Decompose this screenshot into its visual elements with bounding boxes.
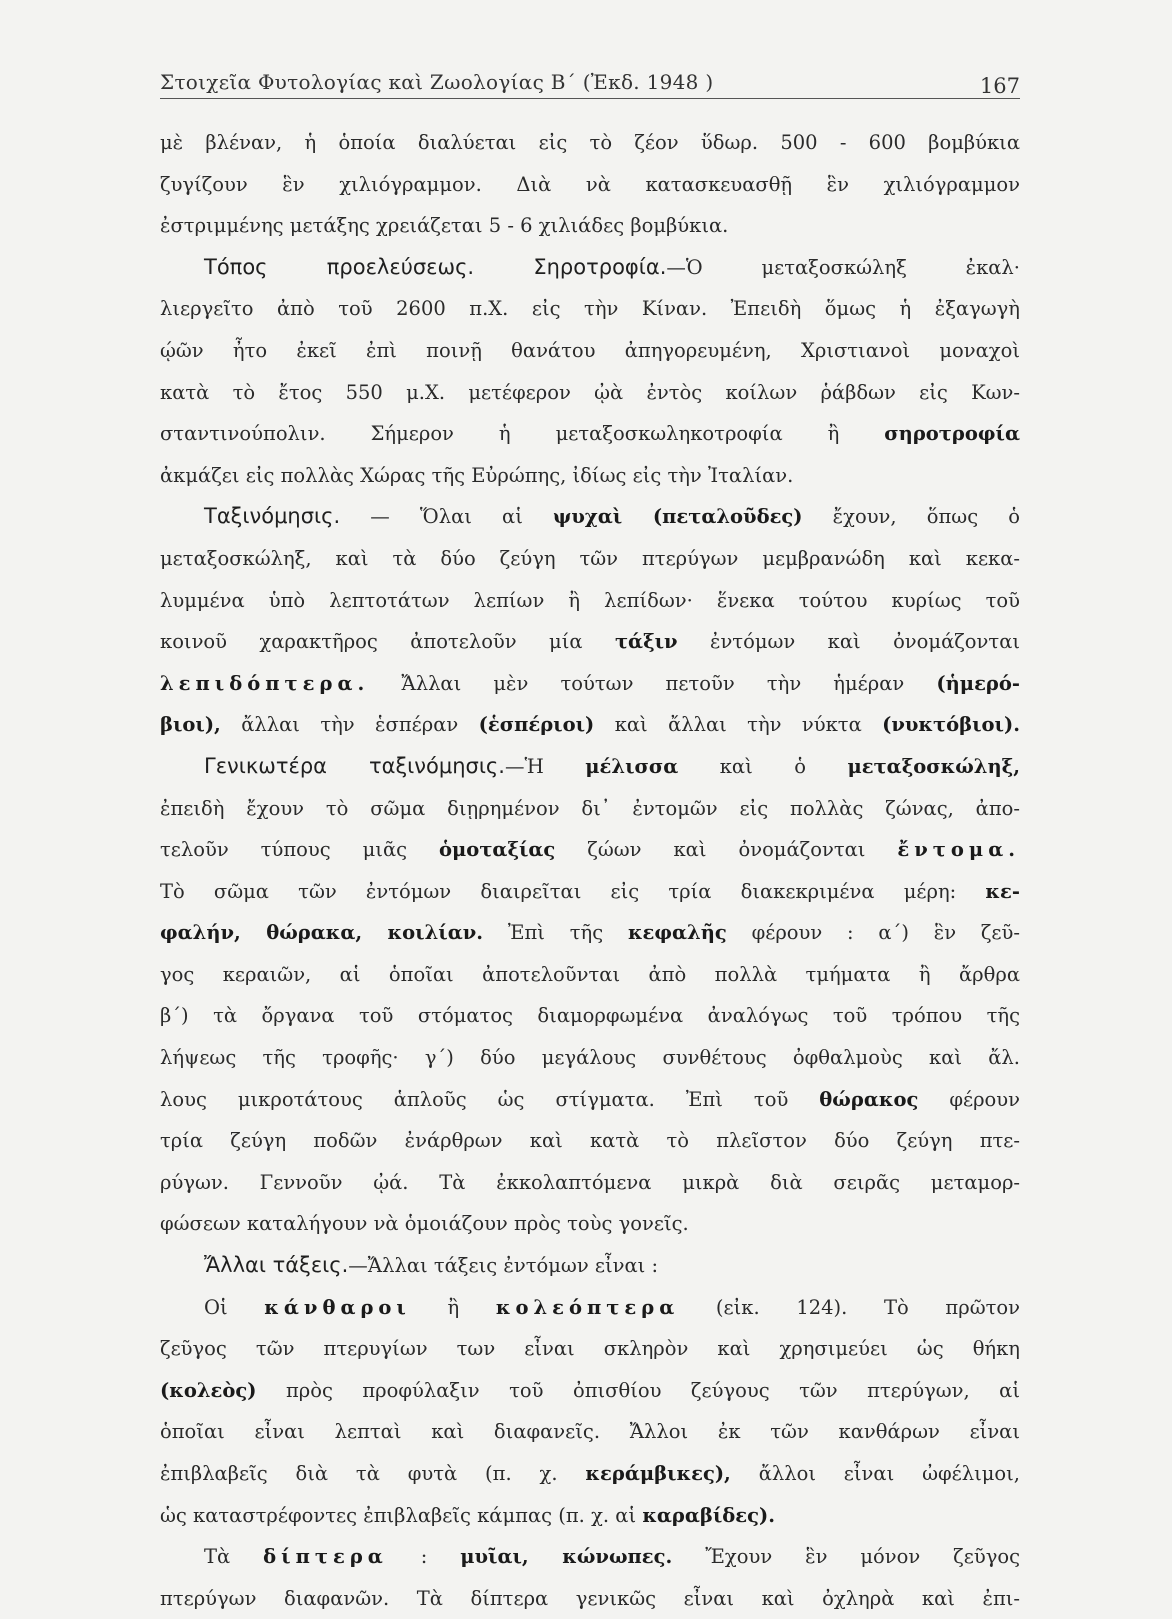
text-line — [160, 1495, 1020, 1537]
text-line — [160, 164, 1020, 206]
text-line — [160, 1453, 1020, 1495]
text-run: Ἐπὶ τῆς — [483, 921, 628, 945]
emphasized-text: κεφαλῆς — [627, 921, 727, 945]
text-run: : — [387, 1545, 461, 1569]
page-header — [160, 66, 1020, 100]
emphasized-text: μέλισσα — [585, 754, 679, 778]
emphasized-text: (ἡμερό- — [936, 671, 1020, 695]
page-body — [160, 122, 1020, 1619]
text-line — [160, 1536, 1020, 1578]
text-run: μεταξοσκώληξ, καὶ τὰ δύο ζεύγη τῶν πτερύγων μεμβρανώδη καὶ κεκα- — [160, 546, 1020, 570]
text-run: μὲ βλέναν, ἡ ὁποία διαλύεται εἰς τὸ ζέον ὕδωρ. 500 - 600 βομβύκια — [160, 131, 1020, 154]
text-line — [160, 1578, 1020, 1619]
emphasized-text: λεπιδόπτερα. — [160, 671, 370, 695]
emphasized-text: ἔντομα. — [897, 838, 1020, 862]
text-line — [160, 455, 1020, 497]
text-line — [160, 580, 1020, 622]
text-run: ἐπιβλαβεῖς διὰ τὰ φυτὰ (π. χ. — [160, 1462, 586, 1485]
text-run: καὶ ἄλλαι τὴν νύκτα — [594, 713, 883, 737]
text-run: λυμμένα ὑπὸ λεπτοτάτων λεπίων ἢ λεπίδων· ἕνεκα τούτου κυρίως τοῦ — [160, 588, 1020, 612]
section-heading: Ταξινόμησις. — [204, 504, 341, 529]
text-run: ἄλλαι τὴν ἑσπέραν — [220, 713, 479, 737]
text-line — [160, 1411, 1020, 1453]
emphasized-text: καραβίδες). — [642, 1503, 776, 1527]
running-title: Στοιχεῖα Φυτολογίας καὶ Ζωολογίας Β΄ (Ἐκδ. 1948 ) — [160, 70, 714, 94]
text-line — [160, 912, 1020, 954]
section-heading: Γενικωτέρα ταξινόμησις. — [204, 753, 505, 778]
text-run: σταντινούπολιν. Σήμερον ἡ μεταξοσκωληκοτροφία ἢ — [160, 422, 885, 446]
text-run: Τὰ — [204, 1545, 264, 1569]
emphasized-text: κεράμβικες), — [585, 1462, 731, 1485]
text-run: ἐντόμων καὶ ὀνομάζονται — [677, 630, 1020, 654]
text-run: Ἄλλαι μὲν τούτων πετοῦν τὴν ἡμέραν — [369, 671, 937, 695]
text-line — [160, 372, 1020, 414]
text-run: — Ὅλαι αἱ — [340, 505, 553, 529]
text-line — [160, 1245, 1020, 1287]
text-line — [160, 330, 1020, 372]
text-run: φέρουν : α΄) ἓν ζεῦ- — [726, 921, 1020, 945]
emphasized-text: μυῖαι, κώνωπες. — [460, 1545, 673, 1569]
text-run: τρία ζεύγη ποδῶν ἐνάρθρων καὶ κατὰ τὸ πλεῖστον δύο ζεύγη πτε- — [160, 1129, 1020, 1153]
text-line — [160, 496, 1020, 538]
text-line — [160, 704, 1020, 746]
text-line — [160, 122, 1020, 164]
text-line — [160, 788, 1020, 830]
text-run: ὡς καταστρέφοντες ἐπιβλαβεῖς κάμπας (π. χ. αἱ — [160, 1503, 643, 1527]
text-line — [160, 995, 1020, 1037]
text-line — [160, 1287, 1020, 1329]
text-run: κατὰ τὸ ἔτος 550 μ.Χ. μετέφερον ᾠὰ ἐντὸς κοίλων ῥάβδων εἰς Κων- — [160, 380, 1020, 404]
page-number: 167 — [979, 74, 1020, 98]
emphasized-text: φαλήν, θώρακα, κοιλίαν. — [160, 921, 484, 945]
text-line — [160, 621, 1020, 663]
text-run: λήψεως τῆς τροφῆς· γ΄) δύο μεγάλους συνθέτους ὀφθαλμοὺς καὶ ἄλ. — [160, 1046, 1020, 1070]
section-heading: Τόπος προελεύσεως. Σηροτροφία. — [204, 254, 667, 279]
text-run: πτερύγων διαφανῶν. Τὰ δίπτερα γενικῶς εἶναι καὶ ὀχληρὰ καὶ ἐπι- — [160, 1586, 1020, 1610]
text-run: φέρουν — [918, 1087, 1020, 1111]
text-line — [160, 1328, 1020, 1370]
emphasized-text: κε- — [985, 879, 1020, 903]
emphasized-text: ὁμοταξίας — [439, 838, 556, 862]
emphasized-text: κολεόπτερα — [495, 1295, 680, 1319]
text-run: ὁποῖαι εἶναι λεπταὶ καὶ διαφανεῖς. Ἄλλοι ἐκ τῶν κανθάρων εἶναι — [160, 1420, 1020, 1444]
text-line — [160, 538, 1020, 580]
text-line — [160, 871, 1020, 913]
header-rule — [160, 98, 1020, 99]
text-line — [160, 1162, 1020, 1204]
text-run: λιεργεῖτο ἀπὸ τοῦ 2600 π.Χ. εἰς τὴν Κίναν. Ἐπειδὴ ὅμως ἡ ἐξαγωγὴ — [160, 297, 1020, 321]
text-run: Ἔχουν ἓν μόνον ζεῦγος — [672, 1545, 1020, 1569]
text-run: λους μικροτάτους ἁπλοῦς ὡς στίγματα. Ἐπὶ τοῦ — [160, 1087, 820, 1111]
text-run: ἔχουν, ὅπως ὁ — [802, 505, 1020, 529]
text-line — [160, 413, 1020, 455]
emphasized-text: ψυχαὶ (πεταλοῦδες) — [553, 505, 803, 529]
section-heading: Ἄλλαι τάξεις. — [204, 1253, 349, 1278]
text-line — [160, 1079, 1020, 1121]
text-line — [160, 829, 1020, 871]
text-run: ἢ — [410, 1295, 496, 1319]
text-line — [160, 247, 1020, 289]
text-run: ἐστριμμένης μετάξης χρειάζεται 5 - 6 χιλιάδες βομβύκια. — [160, 214, 729, 238]
text-line — [160, 1120, 1020, 1162]
text-run: (εἰκ. 124). Τὸ πρῶτον — [679, 1295, 1020, 1319]
text-run: ἄλλοι εἶναι ὠφέλιμοι, — [730, 1462, 1020, 1485]
text-run: ἐπειδὴ ἔχουν τὸ σῶμα διῃρημένον δι᾽ ἐντομῶν εἰς πολλὰς ζώνας, ἀπο- — [160, 796, 1020, 820]
text-run: τελοῦν τύπους μιᾶς — [160, 838, 440, 862]
text-run: ζυγίζουν ἓν χιλιόγραμμον. Διὰ νὰ κατασκευασθῇ ἓν χιλιόγραμμον — [160, 172, 1020, 196]
text-line — [160, 1037, 1020, 1079]
text-line — [160, 1370, 1020, 1412]
text-line — [160, 746, 1020, 788]
emphasized-text: σηροτροφία — [884, 422, 1020, 446]
text-run: Τὸ σῶμα τῶν ἐντόμων διαιρεῖται εἰς τρία διακεκριμένα μέρη: — [160, 879, 986, 903]
emphasized-text: κάνθαροι — [264, 1295, 411, 1319]
text-line — [160, 1203, 1020, 1245]
text-run: καὶ ὁ — [678, 754, 848, 778]
text-run: —Ἄλλαι τάξεις ἐντόμων εἶναι : — [348, 1254, 659, 1278]
text-run: γος κεραιῶν, αἱ ὁποῖαι ἀποτελοῦνται ἀπὸ πολλὰ τμήματα ἢ ἄρθρα — [160, 962, 1020, 986]
text-line — [160, 954, 1020, 996]
text-run: πρὸς προφύλαξιν τοῦ ὀπισθίου ζεύγους τῶν πτερύγων, αἱ — [256, 1378, 1020, 1402]
text-run: ζεῦγος τῶν πτερυγίων των εἶναι σκληρὸν καὶ χρησιμεύει ὡς θήκη — [160, 1337, 1020, 1361]
emphasized-text: (κολεὸς) — [160, 1378, 257, 1402]
text-line — [160, 205, 1020, 247]
emphasized-text: (ἑσπέριοι) — [478, 713, 595, 737]
emphasized-text: θώρακος — [819, 1087, 919, 1111]
emphasized-text: μεταξοσκώληξ, — [847, 754, 1020, 778]
text-run: —Ἡ — [504, 754, 586, 778]
text-run: κοινοῦ χαρακτῆρος ἀποτελοῦν μία — [160, 630, 615, 654]
text-run: ρύγων. Γεννοῦν ᾠά. Τὰ ἐκκολαπτόμενα μικρὰ διὰ σειρᾶς μεταμορ- — [160, 1170, 1020, 1194]
emphasized-text: (νυκτόβιοι). — [882, 713, 1020, 737]
text-line — [160, 288, 1020, 330]
text-run: Οἱ — [204, 1295, 265, 1319]
emphasized-text: τάξιν — [614, 630, 678, 654]
text-run: ἀκμάζει εἰς πολλὰς Χώρας τῆς Εὐρώπης, ἰδίως εἰς τὴν Ἰταλίαν. — [160, 463, 794, 487]
text-run: ῴῶν ἦτο ἐκεῖ ἐπὶ ποινῇ θανάτου ἀπηγορευμένη, Χριστιανοὶ μοναχοὶ — [160, 338, 1020, 362]
text-run: φώσεων καταλήγουν νὰ ὁμοιάζουν πρὸς τοὺς γονεῖς. — [160, 1212, 689, 1236]
emphasized-text: δίπτερα — [263, 1545, 388, 1569]
text-run: β΄) τὰ ὄργανα τοῦ στόματος διαμορφωμένα ἀναλόγως τοῦ τρόπου τῆς — [160, 1004, 1020, 1028]
text-run: ζώων καὶ ὀνομάζονται — [555, 838, 898, 862]
emphasized-text: βιοι), — [160, 713, 221, 737]
text-run: —Ὁ μεταξοσκώληξ ἐκαλ· — [666, 255, 1020, 279]
text-line — [160, 663, 1020, 705]
